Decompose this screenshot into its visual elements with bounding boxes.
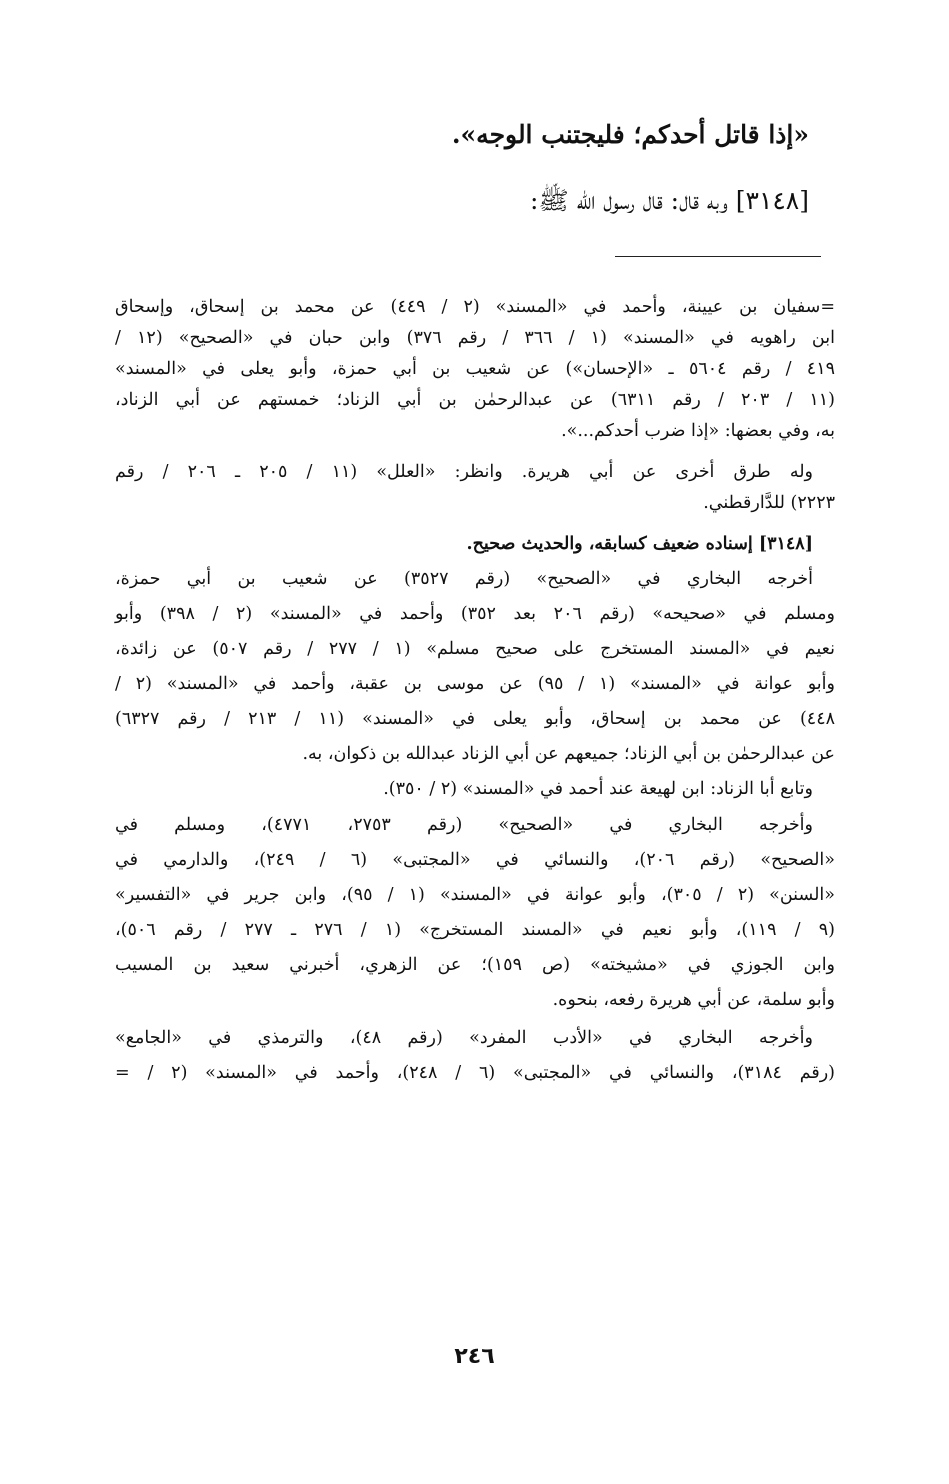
footnote-line: وأبو سلمة، عن أبي هريرة رفعه، بنحوه. bbox=[552, 990, 835, 1010]
footnote-line: ٤٤٨) عن محمد بن إسحاق، وأبو يعلى في «المسند» (١١ / ٢١٣ / رقم ٦٣٢٧) bbox=[115, 709, 835, 729]
footnote-line: ابن راهويه في «المسند» (١ / ٣٦٦ / رقم ٣٧٦) وابن حبان في «الصحيح» (١٢ / bbox=[115, 328, 835, 348]
footnote-line: وابن الجوزي في «مشيخته» (ص ١٥٩)؛ عن الزهري، أخبرني سعيد بن المسيب bbox=[115, 955, 836, 975]
hadith-chain-line: [٣١٤٨] وبه قال: قال رسول الله ﷺ: bbox=[530, 186, 809, 215]
footnote-line: وله طرق أخرى عن أبي هريرة. وانظر: «العلل» (١١ / ٢٠٥ ـ ٢٠٦ / رقم bbox=[115, 462, 813, 482]
footnote-line: وأبو عوانة في «المسند» (١ / ٩٥) عن موسى بن عقبة، وأحمد في «المسند» (٢ / bbox=[115, 674, 835, 694]
footnote-line: (٩ / ١١٩)، وأبو نعيم في «المسند المستخرج» (١ / ٢٧٦ ـ ٢٧٧ / رقم ٥٠٦)، bbox=[115, 920, 835, 940]
footnote-line: به، وفي بعضها: «إذا ضرب أحدكم...». bbox=[561, 421, 835, 441]
footnote-line: (١١ / ٢٠٣ / رقم ٦٣١١) عن عبدالرحمٰن بن أبي الزناد؛ خمستهم عن أبي الزناد، bbox=[115, 390, 835, 410]
footnote-line: «الصحيح» (رقم ٢٠٦)، والنسائي في «المجتبى» (٦ / ٢٤٩)، والدارمي في bbox=[115, 850, 835, 870]
footnote-line: ومسلم في «صحيحه» (رقم ٢٠٦ بعد ٣٥٢) وأحمد في «المسند» (٢ / ٣٩٨) وأبو bbox=[115, 604, 835, 624]
hadith-text-line: «إذا قاتل أحدكم؛ فليجتنب الوجه». bbox=[451, 120, 809, 149]
footnote-line: وتابع أبا الزناد: ابن لهيعة عند أحمد في «المسند» (٢ / ٣٥٠). bbox=[383, 779, 813, 799]
footnote-line: عن عبدالرحمٰن بن أبي الزناد؛ جميعهم عن أبي الزناد عبدالله بن ذكوان، به. bbox=[302, 744, 835, 764]
footnote-line: وأخرجه البخاري في «الأدب المفرد» (رقم ٤٨)، والترمذي في «الجامع» bbox=[115, 1028, 813, 1048]
footnote-heading: [٣١٤٨] إسناده ضعيف كسابقه، والحديث صحيح. bbox=[466, 534, 813, 554]
footnote-line: ٤١٩ / رقم ٥٦٠٤ ـ «الإحسان») عن شعيب بن أبي حمزة، وأبو يعلى في «المسند» bbox=[115, 359, 835, 379]
page-number: ٢٤٦ bbox=[454, 1344, 495, 1369]
footnote-line: (رقم ٣١٨٤)، والنسائي في «المجتبى» (٦ / ٢٤٨)، وأحمد في «المسند» (٢ / = bbox=[115, 1063, 835, 1083]
footnote-line: أخرجه البخاري في «الصحيح» (رقم ٣٥٢٧) عن شعيب بن أبي حمزة، bbox=[115, 569, 813, 589]
footnote-line: نعيم في «المسند المستخرج على صحيح مسلم» (١ / ٢٧٧ / رقم ٥٠٧) عن زائدة، bbox=[115, 639, 835, 659]
footnote-line: =سفيان بن عيينة، وأحمد في «المسند» (٢ / ٤٤٩) عن محمد بن إسحاق، وإسحاق bbox=[115, 297, 836, 317]
footnote-divider bbox=[615, 256, 821, 257]
footnote-line: ٢٢٢٣) للدَّارقطني. bbox=[703, 493, 835, 513]
footnote-line: «السنن» (٢ / ٣٠٥)، وأبو عوانة في «المسند» (١ / ٩٥)، وابن جرير في «التفسير» bbox=[115, 885, 835, 905]
footnote-line: وأخرجه البخاري في «الصحيح» (رقم ٢٧٥٣، ٤٧٧١)، ومسلم في bbox=[115, 815, 813, 835]
